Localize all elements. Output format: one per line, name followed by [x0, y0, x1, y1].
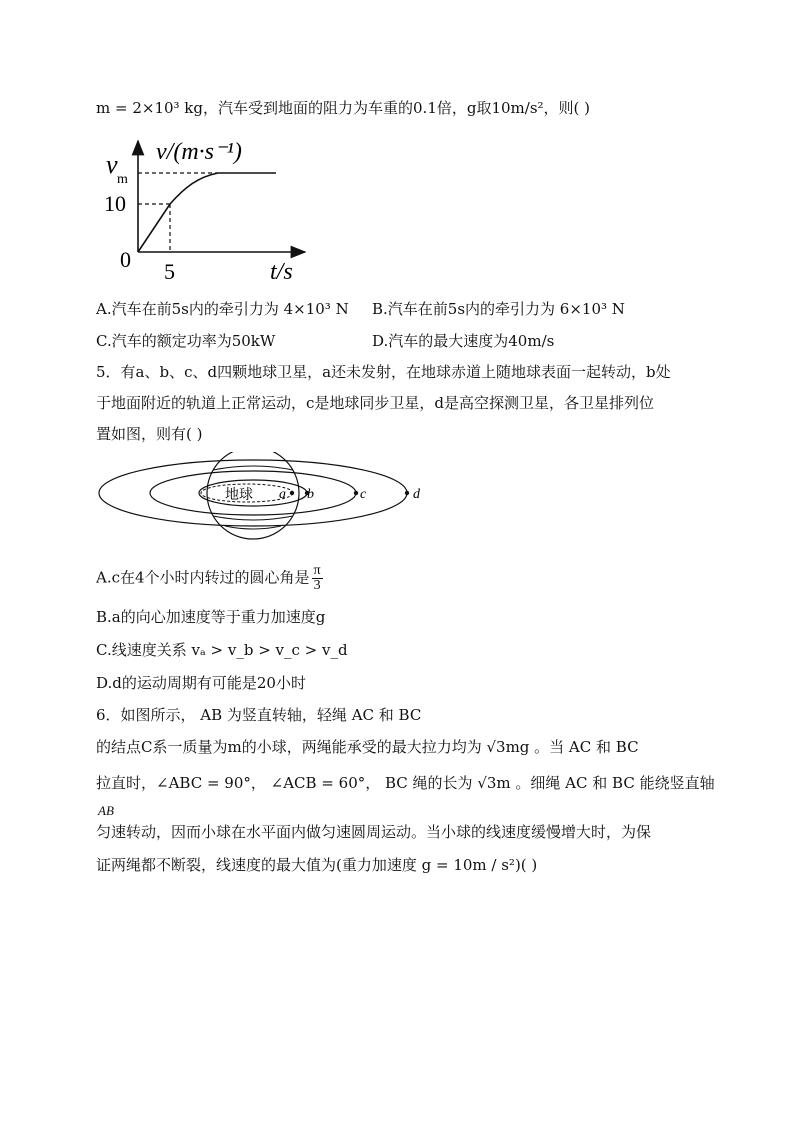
x-tick-5: 5: [164, 259, 175, 284]
label-d: d: [413, 487, 420, 502]
q6-line-6: 证两绳都不断裂，线速度的最大值为(重力加速度 g = 10m / s²)( ): [96, 856, 538, 874]
y-tick-10: 10: [104, 191, 126, 216]
q5-option-a-text: A.c在4个小时内转过的圆心角是: [96, 568, 310, 587]
q4-option-a: A.汽车在前5s内的牵引力为 4×10³ N: [96, 300, 349, 318]
label-b: b: [307, 487, 314, 502]
q6-line-3: 拉直时，∠ABC = 90°， ∠ACB = 60°， BC 绳的长为 √3m 。细绳 AC 和 BC 能绕竖直轴: [96, 774, 715, 792]
q5-option-c: C.线速度关系 vₐ > v_b > v_c > v_d: [96, 641, 348, 659]
q5-option-b: B.a的向心加速度等于重力加速度g: [96, 608, 326, 626]
satellite-a: [290, 491, 294, 495]
q4-intro: m = 2×10³ kg，汽车受到地面的阻力为车重的0.1倍，g取10m/s²，则( ): [96, 99, 591, 117]
x-axis-label: t/s: [270, 259, 293, 285]
q6-line-4: AB: [98, 803, 114, 818]
origin-label: 0: [120, 247, 131, 272]
q5-option-d: D.d的运动周期有可能是20小时: [96, 674, 306, 692]
q5-line-1: 5．有a、b、c、d四颗地球卫星，a还未发射，在地球赤道上随地球表面一起转动，b处: [96, 363, 671, 381]
vm-subscript: m: [117, 172, 128, 187]
y-axis-label: v/(m·s⁻¹): [156, 139, 242, 165]
q6-line-5: 匀速转动，因而小球在水平面内做匀速圆周运动。当小球的线速度缓慢增大时，为保: [96, 823, 652, 841]
vm-label: v: [106, 150, 118, 179]
q4-option-d: D.汽车的最大速度为40m/s: [372, 332, 555, 350]
label-a: a: [279, 487, 286, 502]
satellite-c: [354, 491, 358, 495]
velocity-curve: [138, 173, 276, 252]
satellite-orbit-diagram: [95, 452, 435, 542]
q4-option-c: C.汽车的额定功率为50kW: [96, 332, 276, 350]
q6-line-1: 6．如图所示， AB 为竖直转轴，轻绳 AC 和 BC: [96, 706, 422, 724]
satellite-d: [405, 491, 409, 495]
earth-label: 地球: [225, 488, 253, 503]
q4-option-b: B.汽车在前5s内的牵引力为 6×10³ N: [372, 300, 625, 318]
q5-line-2: 于地面附近的轨道上正常运动，c是地球同步卫星，d是高空探测卫星，各卫星排列位: [96, 394, 655, 412]
q5-line-3: 置如图，则有( ): [96, 425, 203, 443]
velocity-time-graph: [100, 135, 320, 285]
label-c: c: [360, 487, 367, 502]
q5-option-a: [96, 564, 323, 593]
pi-over-3-fraction: $\frac{\pi}{3}$: [313, 563, 321, 593]
q6-line-2: 的结点C系一质量为m的小球，两绳能承受的最大拉力均为 √3mg 。当 AC 和 BC: [96, 738, 639, 756]
